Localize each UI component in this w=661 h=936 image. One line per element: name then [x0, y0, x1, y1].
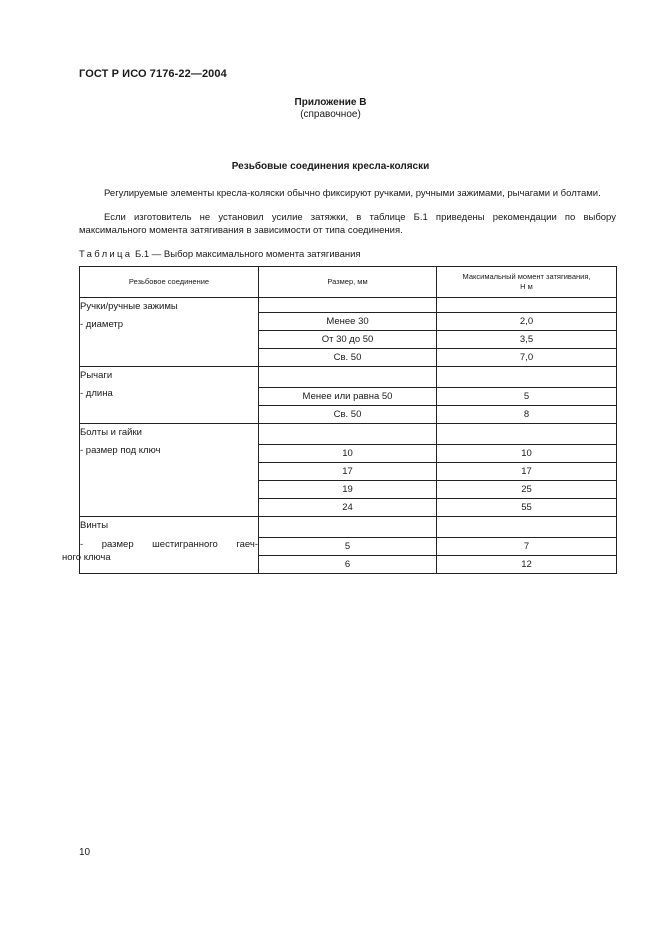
- document-header: ГОСТ Р ИСО 7176-22—2004: [79, 68, 227, 80]
- size-cell: Св. 50: [259, 406, 437, 424]
- group-screws: [62, 517, 259, 574]
- torque-cell: [437, 517, 617, 538]
- group-name: Винты: [80, 520, 109, 531]
- group-param: - диаметр: [80, 319, 124, 330]
- size-cell: [259, 298, 437, 313]
- torque-cell: 25: [437, 481, 617, 499]
- torque-cell: 8: [437, 406, 617, 424]
- header-torque: [437, 267, 617, 298]
- header-torque-line1: Максимальный момент затягивания,: [462, 272, 591, 281]
- group-param-line1: - размер шестигранного гаеч-: [80, 539, 258, 550]
- size-cell: 17: [259, 463, 437, 481]
- table-caption: [79, 249, 361, 260]
- torque-cell: [437, 298, 617, 313]
- torque-cell: 2,0: [437, 313, 617, 331]
- size-cell: Менее или равна 50: [259, 388, 437, 406]
- torque-cell: 55: [437, 499, 617, 517]
- torque-table: [62, 266, 617, 574]
- torque-cell: 10: [437, 445, 617, 463]
- size-cell: От 30 до 50: [259, 331, 437, 349]
- torque-cell: 7: [437, 538, 617, 556]
- header-size: Размер, мм: [259, 267, 437, 298]
- size-cell: [259, 424, 437, 445]
- group-levers: [80, 367, 259, 424]
- page-number: 10: [79, 847, 91, 858]
- group-param: - длина: [80, 388, 113, 399]
- table-header-row: [80, 267, 617, 298]
- size-cell: 10: [259, 445, 437, 463]
- torque-cell: 17: [437, 463, 617, 481]
- group-param-line2: ного ключа: [62, 552, 111, 563]
- size-cell: 24: [259, 499, 437, 517]
- table-row: [80, 298, 617, 313]
- header-torque-unit: Н м: [520, 282, 533, 291]
- paragraph-2: [79, 212, 616, 237]
- size-cell: [259, 367, 437, 388]
- section-title: Резьбовые соединения кресла-коляски: [231, 161, 430, 172]
- size-cell: Менее 30: [259, 313, 437, 331]
- group-handles: [80, 298, 259, 367]
- annex-title: Приложение В: [294, 97, 367, 108]
- torque-cell: 12: [437, 556, 617, 574]
- torque-cell: 7,0: [437, 349, 617, 367]
- paragraph-2-text: Если изготовитель не установил усилие затяжки, в таблице Б.1 приведены рекомендации по выбору максимального момента затягивания в зависимости от типа соединения.: [79, 212, 616, 236]
- annex-subtitle: (справочное): [300, 109, 361, 120]
- torque-cell: 5: [437, 388, 617, 406]
- paragraph-1: [79, 188, 616, 201]
- group-name: Болты и гайки: [80, 427, 142, 438]
- size-cell: [259, 517, 437, 538]
- size-cell: 6: [259, 556, 437, 574]
- group-param: - размер под ключ: [80, 445, 161, 456]
- header-connection: Резьбовое соединение: [80, 267, 259, 298]
- size-cell: Св. 50: [259, 349, 437, 367]
- group-name: Рычаги: [80, 370, 113, 381]
- table-caption-prefix: Таблица: [79, 249, 133, 260]
- size-cell: 19: [259, 481, 437, 499]
- table-row: [80, 367, 617, 388]
- torque-cell: [437, 424, 617, 445]
- torque-cell: 3,5: [437, 331, 617, 349]
- table-row: [80, 517, 617, 538]
- group-name: Ручки/ручные зажимы: [80, 301, 178, 312]
- paragraph-1-text: Регулируемые элементы кресла-коляски обычно фиксируют ручками, ручными зажимами, рычагами и болтами.: [104, 188, 601, 199]
- torque-cell: [437, 367, 617, 388]
- size-cell: 5: [259, 538, 437, 556]
- table-row: [80, 424, 617, 445]
- table-caption-text: Б.1 — Выбор максимального момента затягивания: [132, 249, 361, 260]
- group-bolts: [80, 424, 259, 517]
